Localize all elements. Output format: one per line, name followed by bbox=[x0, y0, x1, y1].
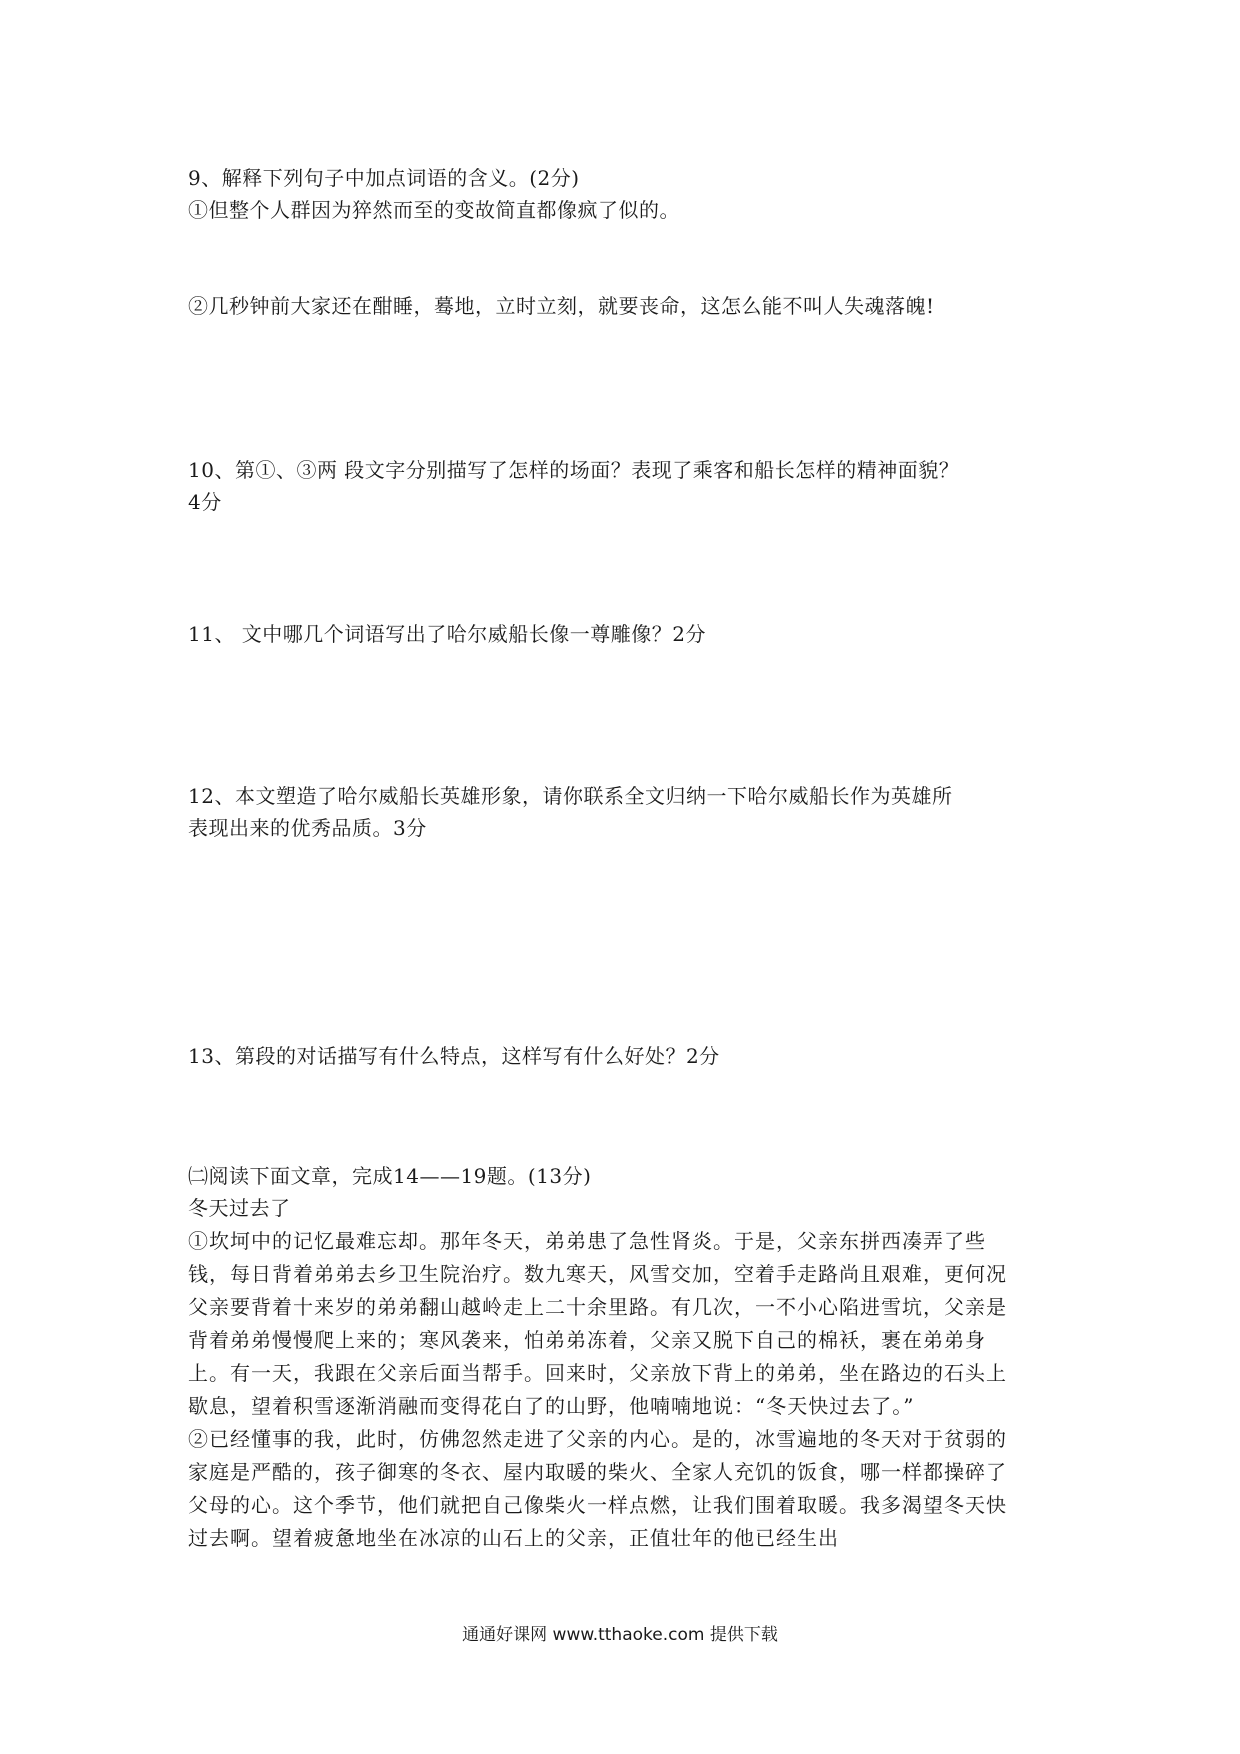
question-11-title: 11、 文中哪几个词语写出了哈尔威船长像一尊雕像？2分 bbox=[188, 622, 707, 646]
reading-title: 冬天过去了 bbox=[188, 1196, 291, 1220]
reading-instruction: ㈡阅读下面文章，完成14——19题。(13分) bbox=[188, 1164, 592, 1188]
question-12-title-line2: 表现出来的优秀品质。3分 bbox=[188, 816, 427, 840]
page-footer: 通通好课网 www.tthaoke.com 提供下载 bbox=[462, 1625, 778, 1645]
reading-paragraph-2: ②已经懂事的我，此时，仿佛忽然走进了父亲的内心。是的，冰雪遍地的冬天对于贫弱的家庭是严酷的，孩子御寒的冬衣、屋内取暖的柴火、全家人充饥的饭食，哪一样都操碎了父母的心。这个季节，他们就把自己像柴火一样点燃，让我们围着取暖。我多渴望冬天快过去啊。望着疲惫地坐在冰凉的山石上的父亲，正值壮年的他已经生出 bbox=[188, 1427, 1007, 1550]
question-13-title: 13、第段的对话描写有什么特点，这样写有什么好处？2分 bbox=[188, 1044, 720, 1068]
question-12-title-line1: 12、本文塑造了哈尔威船长英雄形象，请你联系全文归纳一下哈尔威船长作为英雄所 bbox=[188, 784, 953, 808]
question-9-item-1: ①但整个人群因为猝然而至的变故简直都像疯了似的。 bbox=[188, 198, 680, 222]
reading-body bbox=[188, 1225, 1008, 1555]
question-9-item-2: ②几秒钟前大家还在酣睡，蓦地，立时立刻，就要丧命，这怎么能不叫人失魂落魄! bbox=[188, 294, 935, 318]
question-10-title-line1: 10、第①、③两 段文字分别描写了怎样的场面？表现了乘客和船长怎样的精神面貌？ bbox=[188, 458, 960, 482]
question-9-title: 9、解释下列句子中加点词语的含义。(2分) bbox=[188, 166, 580, 190]
reading-paragraph-1: ①坎坷中的记忆最难忘却。那年冬天，弟弟患了急性肾炎。于是，父亲东拼西凑弄了些钱，每日背着弟弟去乡卫生院治疗。数九寒天，风雪交加，空着手走路尚且艰难，更何况父亲要背着十来岁的弟弟翻山越岭走上二十余里路。有几次，一不小心陷进雪坑，父亲是背着弟弟慢慢爬上来的；寒风袭来，怕弟弟冻着，父亲又脱下自己的棉袄，裹在弟弟身上。有一天，我跟在父亲后面当帮手。回来时，父亲放下背上的弟弟，坐在路边的石头上歇息，望着积雪逐渐消融而变得花白了的山野，他喃喃地说：“冬天快过去了。” bbox=[188, 1229, 1007, 1418]
question-10-title-line2: 4分 bbox=[188, 490, 222, 514]
